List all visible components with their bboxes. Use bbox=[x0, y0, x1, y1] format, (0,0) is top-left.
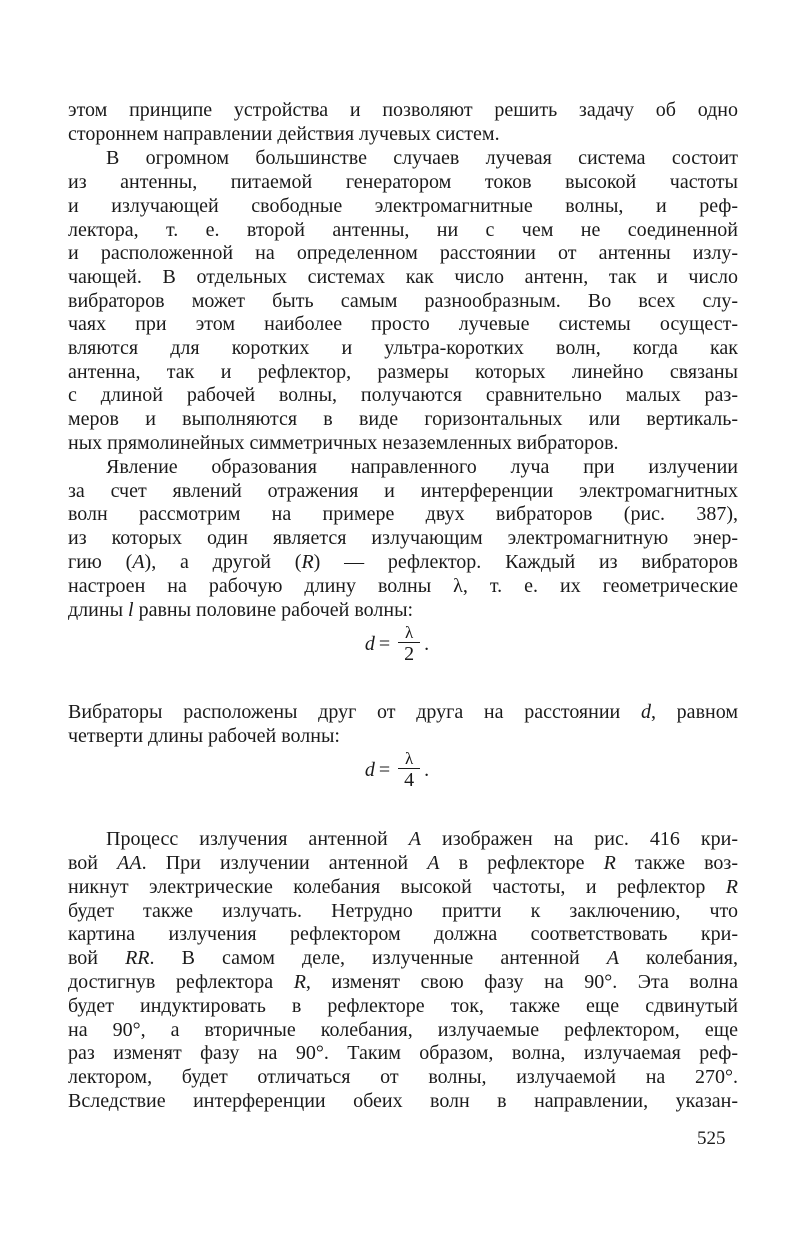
text-line: ных прямолинейных симметричных незаземленных вибраторов. bbox=[68, 432, 619, 454]
formula-equals: = bbox=[378, 633, 391, 655]
text-line: стороннем направлении действия лучевых систем. bbox=[68, 123, 500, 145]
formula-period: . bbox=[424, 633, 430, 655]
text-segment: вой bbox=[68, 852, 118, 874]
text-line: меров и выполняются в виде горизонтальных или вертикаль- bbox=[68, 408, 738, 430]
text-line: лектора, т. е. второй антенны, ни с чем не соединенной bbox=[68, 219, 738, 241]
formula bbox=[0, 624, 794, 665]
text-line: В огромном большинстве случаев лучевая система состоит bbox=[106, 147, 738, 169]
italic-symbol: A bbox=[408, 828, 421, 850]
text-segment: никнут электрические колебания высокой частоты, и рефлектор bbox=[68, 876, 726, 898]
text-segment: длины bbox=[68, 599, 128, 621]
text-line: и расположенной на определенном расстоянии от антенны излу- bbox=[68, 242, 738, 264]
text-line: настроен на рабочую длину волны λ, т. е. их геометрические bbox=[68, 575, 738, 597]
italic-symbol: l bbox=[128, 599, 134, 621]
text-line: чаях при этом наиболее просто лучевые системы осущест- bbox=[68, 313, 738, 335]
text-line: будет также излучать. Нетрудно притти к заключению, что bbox=[68, 900, 738, 922]
text-segment: . При излучении антенной bbox=[141, 852, 428, 874]
numerator: λ bbox=[405, 623, 414, 642]
text-segment: гию ( bbox=[68, 551, 133, 573]
italic-symbol: d bbox=[640, 701, 651, 723]
formula-equals: = bbox=[378, 759, 391, 781]
text-segment: изображен на рис. 416 кри- bbox=[420, 828, 738, 850]
italic-symbol: AA bbox=[117, 852, 142, 874]
text-line: за счет явлений отражения и интерференции электромагнитных bbox=[68, 480, 738, 502]
fraction bbox=[398, 750, 420, 791]
italic-symbol: R bbox=[301, 551, 314, 573]
text-line: из антенны, питаемой генератором токов высокой частоты bbox=[68, 171, 738, 193]
text-line: чающей. В отдельных системах как число антенн, так и число bbox=[68, 266, 738, 288]
denominator: 4 bbox=[404, 769, 415, 791]
denominator: 2 bbox=[404, 643, 415, 665]
formula-lhs: d bbox=[364, 633, 375, 655]
text-line bbox=[68, 970, 738, 994]
text-line: из которых один является излучающим электромагнитную энер- bbox=[68, 527, 738, 549]
formula-lhs: d bbox=[364, 759, 375, 781]
page-number: 525 bbox=[697, 1128, 726, 1149]
text-segment: достигнув рефлектора bbox=[68, 971, 294, 993]
text-line bbox=[68, 700, 738, 724]
text-segment: равны половине рабочей волны: bbox=[133, 599, 414, 621]
numerator: λ bbox=[405, 749, 414, 768]
text-line: четверти длины рабочей волны: bbox=[68, 725, 340, 747]
italic-symbol: A bbox=[606, 947, 619, 969]
text-line bbox=[68, 875, 738, 899]
text-line: и излучающей свободные электромагнитные волны, и реф- bbox=[68, 195, 738, 217]
text-segment: , равном bbox=[650, 701, 738, 723]
text-line: с длиной рабочей волны, получаются сравнительно малых раз- bbox=[68, 384, 738, 406]
italic-symbol: R bbox=[725, 876, 738, 898]
text-line: картина излучения рефлектором должна соответствовать кри- bbox=[68, 923, 738, 945]
text-line: вляются для коротких и ультра-коротких волн, когда как bbox=[68, 337, 738, 359]
text-segment: . В самом деле, излученные антенной bbox=[149, 947, 607, 969]
italic-symbol: A bbox=[132, 551, 145, 573]
formula bbox=[0, 750, 794, 791]
text-line bbox=[68, 851, 738, 875]
text-segment: ) — рефлектор. Каждый из вибраторов bbox=[313, 551, 738, 573]
italic-symbol: R bbox=[293, 971, 306, 993]
text-segment: колебания, bbox=[618, 947, 739, 969]
italic-symbol: RR bbox=[125, 947, 150, 969]
italic-symbol: A bbox=[427, 852, 440, 874]
text-segment: также воз- bbox=[615, 852, 738, 874]
fraction bbox=[398, 624, 420, 665]
text-line: этом принципе устройства и позволяют решить задачу об одно bbox=[68, 99, 738, 121]
text-line: лектором, будет отличаться от волны, излучаемой на 270°. bbox=[68, 1066, 738, 1088]
italic-symbol: R bbox=[603, 852, 616, 874]
text-line: вибраторов может быть самым разнообразным. Во всех слу- bbox=[68, 290, 738, 312]
text-segment: вой bbox=[68, 947, 126, 969]
text-line bbox=[68, 946, 738, 970]
text-segment: ), а другой ( bbox=[144, 551, 302, 573]
text-line: на 90°, а вторичные колебания, излучаемые рефлектором, еще bbox=[68, 1019, 738, 1041]
text-line: будет индуктировать в рефлекторе ток, также еще сдвинутый bbox=[68, 995, 738, 1017]
text-segment: в рефлекторе bbox=[439, 852, 604, 874]
text-line bbox=[68, 550, 738, 574]
text-segment: , изменят свою фазу на 90°. Эта волна bbox=[305, 971, 738, 993]
text-line bbox=[68, 598, 738, 622]
formula-period: . bbox=[424, 759, 430, 781]
text-line: антенна, так и рефлектор, размеры которых линейно связаны bbox=[68, 361, 738, 383]
text-segment: Процесс излучения антенной bbox=[106, 828, 409, 850]
text-line: Вследствие интерференции обеих волн в направлении, указан- bbox=[68, 1090, 738, 1112]
text-line: волн рассмотрим на примере двух вибраторов (рис. 387), bbox=[68, 503, 738, 525]
text-segment: Вибраторы расположены друг от друга на расстоянии bbox=[68, 701, 641, 723]
text-line: раз изменят фазу на 90°. Таким образом, волна, излучаемая реф- bbox=[68, 1042, 738, 1064]
text-line bbox=[106, 827, 738, 851]
text-line: Явление образования направленного луча при излучении bbox=[106, 456, 738, 478]
